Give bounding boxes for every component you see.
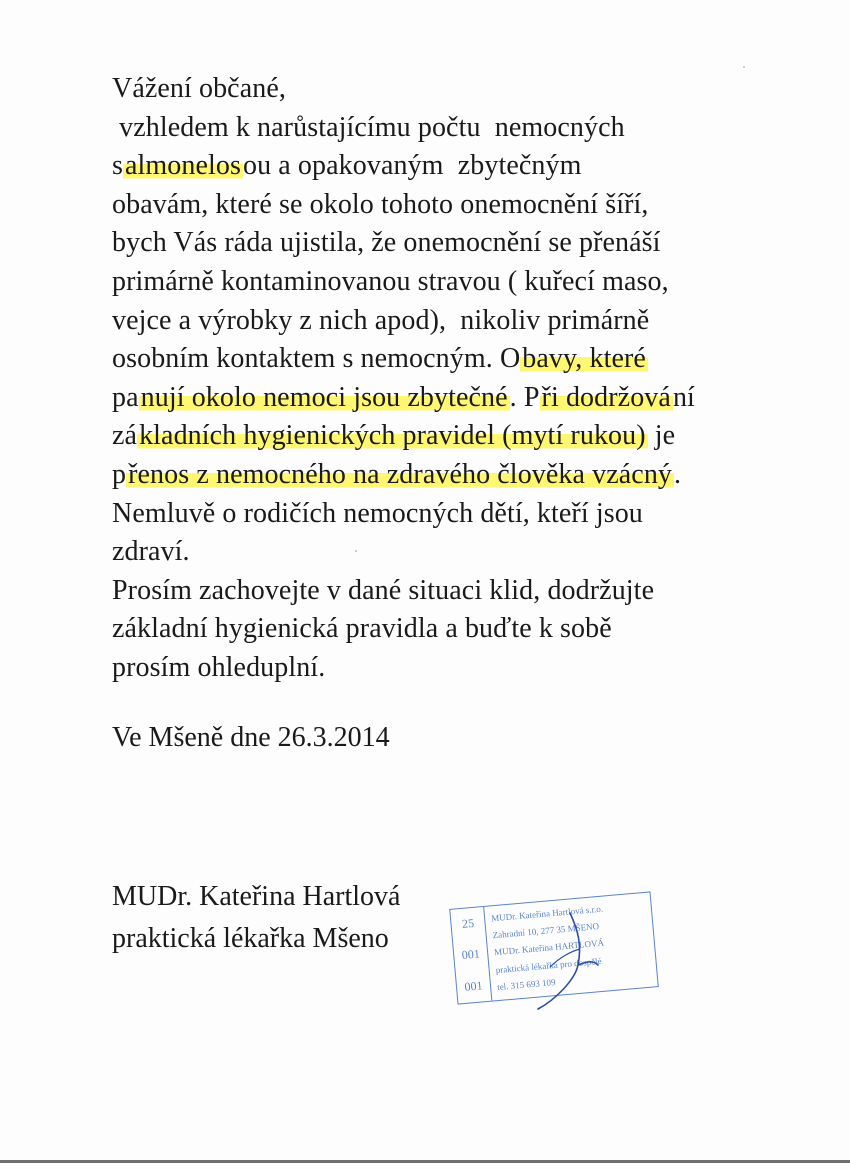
highlighted-text: nují okolo nemoci jsou zbytečné [140,381,508,413]
stamp-code: 25 [461,916,475,932]
text-segment: zá [112,420,138,452]
letter-line [112,263,812,302]
signature-block [112,876,400,960]
stamp-line: Zahradní 10, 277 35 MŠENO [492,921,600,941]
text-segment: . P [509,381,540,413]
text-segment: p [112,458,127,490]
stamp-code: 001 [463,978,484,994]
signature-name: MUDr. Kateřina Hartlová [112,881,401,912]
highlighted-text: bavy, které [522,343,646,375]
stamp-code: 001 [461,947,481,963]
scan-speck [743,66,745,68]
letter-line [112,302,812,341]
letter-line [112,456,812,495]
text-segment: . [674,458,682,490]
stamp-line: tel. 315 693 109 [496,976,556,992]
highlighted-text: řenos z nemocného na zdravého člověka vzácný [128,458,673,490]
letter-date: Ve Mšeně dne 26.3.2014 [112,722,390,753]
stamp-line: MUDr. Kateřina Hartlová s.r.o. [490,903,604,924]
text-segment: vzhledem k narůstajícímu počtu nemocných [112,111,625,143]
stamp-line: MUDr. Kateřina HARTLOVÁ [493,938,605,958]
text-segment: prosím ohleduplní. [112,651,326,683]
letter-line [112,186,812,225]
letter-paragraph [112,109,812,688]
letter-line [112,379,812,418]
text-segment: zdraví. [112,536,190,568]
text-segment: bych Vás ráda ujistila, že onemocnění se přenáší [112,227,661,259]
text-segment: ní [672,381,695,413]
scan-speck [355,550,357,552]
scan-edge [0,1160,850,1163]
letter-line [112,610,812,649]
highlighted-text: ři dodržová [541,381,671,413]
stamp-line: praktická lékařka pro dospělé [495,955,602,975]
text-segment: vejce a výrobky z nich apod), nikoliv primárně [112,304,650,336]
letter-line [112,533,812,572]
text-segment: základní hygienická pravidla a buďte k sobě [112,613,612,645]
signature-title: praktická lékařka Mšeno [112,923,389,954]
letter-line [112,649,812,688]
text-segment: Prosím zachovejte v dané situaci klid, dodržujte [112,574,655,606]
letter-line [112,224,812,263]
letter-greeting: Vážení občané, [112,73,286,104]
text-segment: osobním kontaktem s nemocným. O [112,343,521,375]
letter-line [112,340,812,379]
text-segment: je [647,420,676,452]
text-segment: ou a opakovaným zbytečným [243,150,582,182]
letter-line [112,109,812,148]
text-segment: primárně kontaminovanou stravou ( kuřecí maso, [112,265,669,297]
text-segment: obavám, které se okolo tohoto onemocnění šíří, [112,188,649,220]
highlighted-text: almonelos [125,150,241,182]
text-segment: pa [112,381,139,413]
text-segment: s [112,150,123,182]
text-segment: Nemluvě o rodičích nemocných dětí, kteří jsou [112,497,643,529]
letter-line [112,495,812,534]
letter-line [112,147,812,186]
letter-line [112,417,812,456]
highlighted-text: kladních hygienických pravidel (mytí rukou) [139,420,646,452]
letter-body [112,70,812,688]
handwritten-signature [520,905,630,1015]
letter-line [112,572,812,611]
